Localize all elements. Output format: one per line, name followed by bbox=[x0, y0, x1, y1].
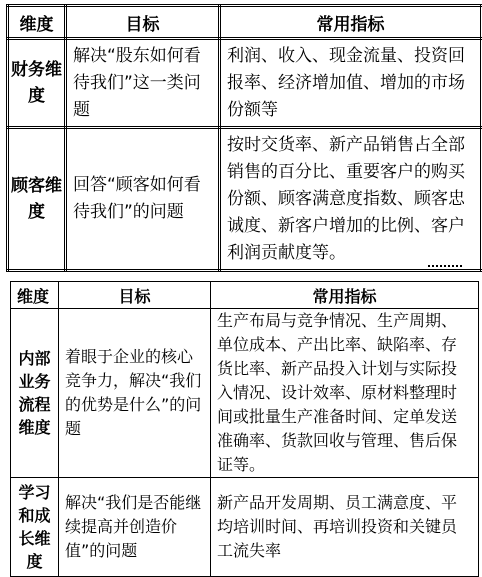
header-metrics: 常用指标 bbox=[220, 6, 482, 39]
header-dimension: 维度 bbox=[8, 6, 66, 39]
header-goal: 目标 bbox=[66, 6, 220, 39]
metrics-cell: 新产品开发周期、员工满意度、平均培训时间、再培训投资和关键员工流失率 bbox=[211, 478, 479, 577]
table-row-financial bbox=[8, 39, 482, 128]
goal-cell: 回答“顾客如何看待我们”的问题 bbox=[66, 128, 220, 271]
table-row-internal-process bbox=[11, 309, 479, 478]
goal-cell: 解决“我们是否能继续提高并创造价值”的问题 bbox=[59, 478, 211, 577]
table-header-row bbox=[8, 6, 482, 39]
metrics-cell: 利润、收入、现金流量、投资回报率、经济增加值、增加的市场份额等 bbox=[220, 39, 482, 128]
table-header-row bbox=[11, 282, 479, 309]
header-goal: 目标 bbox=[59, 282, 211, 309]
header-dimension: 维度 bbox=[11, 282, 59, 309]
table-row-customer bbox=[8, 128, 482, 271]
dimension-cell: 学习和成长维度 bbox=[11, 478, 59, 577]
metrics-cell: 按时交货率、新产品销售占全部销售的百分比、重要客户的购买份额、顾客满意度指数、顾客忠诚度、新客户增加的比例、客户利润贡献度等。 bbox=[220, 128, 482, 271]
balanced-scorecard-table-1 bbox=[6, 4, 482, 272]
balanced-scorecard-table-2 bbox=[10, 281, 479, 577]
header-metrics: 常用指标 bbox=[211, 282, 479, 309]
dimension-cell: 顾客维度 bbox=[8, 128, 66, 271]
dimension-cell: 内部业务流程维度 bbox=[11, 309, 59, 478]
metrics-cell: 生产布局与竞争情况、生产周期、单位成本、产出比率、缺陷率、存货比率、新产品投入计划与实际投入情况、设计效率、原材料整理时间或批量生产准备时间、定单发送准确率、货款回收与管理、售后保证等。 bbox=[211, 309, 479, 478]
goal-cell: 解决“股东如何看待我们”这一类问题 bbox=[66, 39, 220, 128]
dimension-cell: 财务维度 bbox=[8, 39, 66, 128]
goal-cell: 着眼于企业的核心竞争力，解决“我们的优势是什么”的问题 bbox=[59, 309, 211, 478]
page-fragment-divider bbox=[428, 265, 462, 270]
table-row-learning-growth bbox=[11, 478, 479, 577]
